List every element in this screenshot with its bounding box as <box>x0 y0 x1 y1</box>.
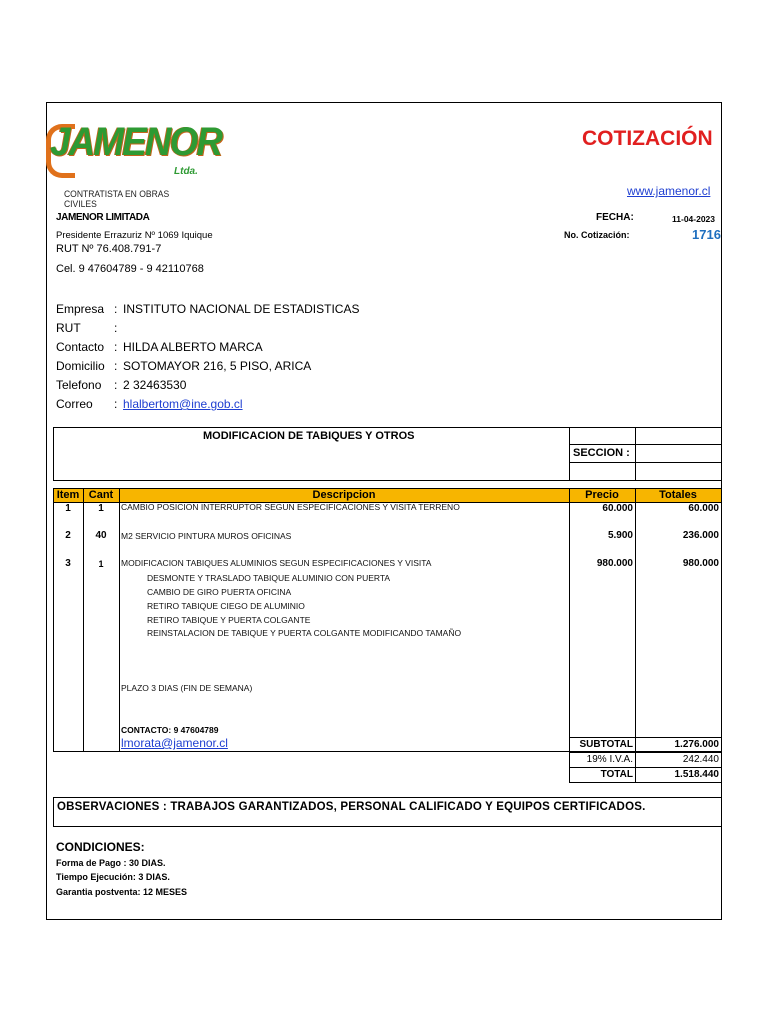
client-colon: : <box>114 359 118 373</box>
condition-line: Forma de Pago : 30 DIAS. <box>56 858 166 868</box>
row-desc: CAMBIO POSICION INTERRUPTOR SEGUN ESPECIFICACIONES Y VISITA TERRENO <box>121 502 460 512</box>
client-value-empresa: INSTITUTO NACIONAL DE ESTADISTICAS <box>123 302 360 316</box>
company-rut: RUT Nº 76.408.791-7 <box>56 243 162 255</box>
date-value: 11-04-2023 <box>672 214 716 224</box>
header-item: Item <box>56 489 80 501</box>
company-address: Presidente Errazuriz Nº 1069 Iquique <box>56 230 213 241</box>
observations-text: OBSERVACIONES : TRABAJOS GARANTIZADOS, PERSONAL CALIFICADO Y EQUIPOS CERTIFICADOS. <box>57 801 646 813</box>
row-price: 60.000 <box>602 503 633 514</box>
company-name: JAMENOR LIMITADA <box>56 212 150 223</box>
totals-divider <box>569 752 722 753</box>
row-cant: 40 <box>95 530 107 541</box>
project-divider <box>569 462 722 463</box>
logo-brand: JAMENOR <box>50 120 222 164</box>
client-label-rut: RUT <box>56 321 81 335</box>
client-colon: : <box>114 340 118 354</box>
logo-suffix: Ltda. <box>174 166 198 177</box>
sub-item: REINSTALACION DE TABIQUE Y PUERTA COLGANTE MODIFICANDO TAMAÑO <box>147 628 462 638</box>
row-total: 236.000 <box>682 530 719 541</box>
contact-email-link[interactable]: lmorata@jamenor.cl <box>121 736 228 750</box>
row-total: 980.000 <box>682 558 719 569</box>
project-divider <box>569 444 722 445</box>
sub-item: DESMONTE Y TRASLADO TABIQUE ALUMINIO CON PUERTA <box>147 573 391 583</box>
condition-line: Tiempo Ejecución: 3 DIAS. <box>56 872 170 882</box>
row-total: 60.000 <box>688 503 719 514</box>
table-divider <box>83 488 84 752</box>
totals-divider <box>569 767 722 768</box>
row-item: 2 <box>65 530 71 541</box>
client-value-contacto: HILDA ALBERTO MARCA <box>123 340 263 354</box>
quote-number-value: 1716 <box>692 227 721 242</box>
row-price: 5.900 <box>607 530 633 541</box>
client-colon: : <box>114 378 118 392</box>
sub-item: RETIRO TABIQUE CIEGO DE ALUMINIO <box>147 601 305 611</box>
row-price: 980.000 <box>596 558 633 569</box>
subtotal-label: SUBTOTAL <box>579 739 633 750</box>
contact-note: CONTACTO: 9 47604789 <box>121 725 219 735</box>
header-totales: Totales <box>659 489 697 501</box>
iva-label: 19% I.V.A. <box>586 754 633 765</box>
row-cant: 1 <box>98 503 104 514</box>
client-label-correo: Correo <box>56 397 93 411</box>
totals-divider <box>569 782 722 783</box>
client-value-telefono: 2 32463530 <box>123 378 187 392</box>
totals-divider <box>569 737 722 738</box>
plazo-note: PLAZO 3 DIAS (FIN DE SEMANA) <box>121 683 253 693</box>
logo-tagline: CONTRATISTA EN OBRAS CIVILES <box>64 189 170 209</box>
row-desc: M2 SERVICIO PINTURA MUROS OFICINAS <box>121 531 292 541</box>
condition-line: Garantia postventa: 12 MESES <box>56 887 188 897</box>
project-divider <box>569 427 570 481</box>
row-cant: 1 <box>98 559 104 569</box>
company-phone: Cel. 9 47604789 - 9 42110768 <box>56 263 204 275</box>
client-label-contacto: Contacto <box>56 340 105 354</box>
total-label: TOTAL <box>600 769 633 780</box>
conditions-title: CONDICIONES: <box>56 840 145 854</box>
sub-item: CAMBIO DE GIRO PUERTA OFICINA <box>147 587 292 597</box>
row-desc: MODIFICACION TABIQUES ALUMINIOS SEGUN ESPECIFICACIONES Y VISITA <box>121 558 432 568</box>
header-precio: Precio <box>585 489 619 501</box>
client-label-telefono: Telefono <box>56 378 102 392</box>
table-divider <box>119 488 120 752</box>
client-email-link[interactable]: hlalbertom@ine.gob.cl <box>123 397 243 411</box>
client-label-domicilio: Domicilio <box>56 359 105 373</box>
website-link[interactable]: www.jamenor.cl <box>627 184 711 198</box>
project-title: MODIFICACION DE TABIQUES Y OTROS <box>203 430 415 442</box>
row-item: 1 <box>65 503 71 514</box>
row-item: 3 <box>65 558 71 569</box>
client-colon: : <box>114 321 118 335</box>
client-label-empresa: Empresa <box>56 302 105 316</box>
client-colon: : <box>114 302 118 316</box>
header-descripcion: Descripcion <box>312 489 376 501</box>
quote-number-label: No. Cotización: <box>564 230 630 240</box>
document-title: COTIZACIÓN <box>582 127 713 150</box>
client-colon: : <box>114 397 118 411</box>
total-value: 1.518.440 <box>674 769 719 780</box>
section-label: SECCION : <box>573 447 630 459</box>
subtotal-value: 1.276.000 <box>674 739 719 750</box>
project-divider <box>635 427 636 481</box>
company-logo <box>50 120 222 209</box>
client-value-domicilio: SOTOMAYOR 216, 5 PISO, ARICA <box>123 359 312 373</box>
date-label: FECHA: <box>596 212 634 223</box>
header-cant: Cant <box>88 489 114 501</box>
sub-item: RETIRO TABIQUE Y PUERTA COLGANTE <box>147 615 311 625</box>
iva-value: 242.440 <box>682 754 719 765</box>
